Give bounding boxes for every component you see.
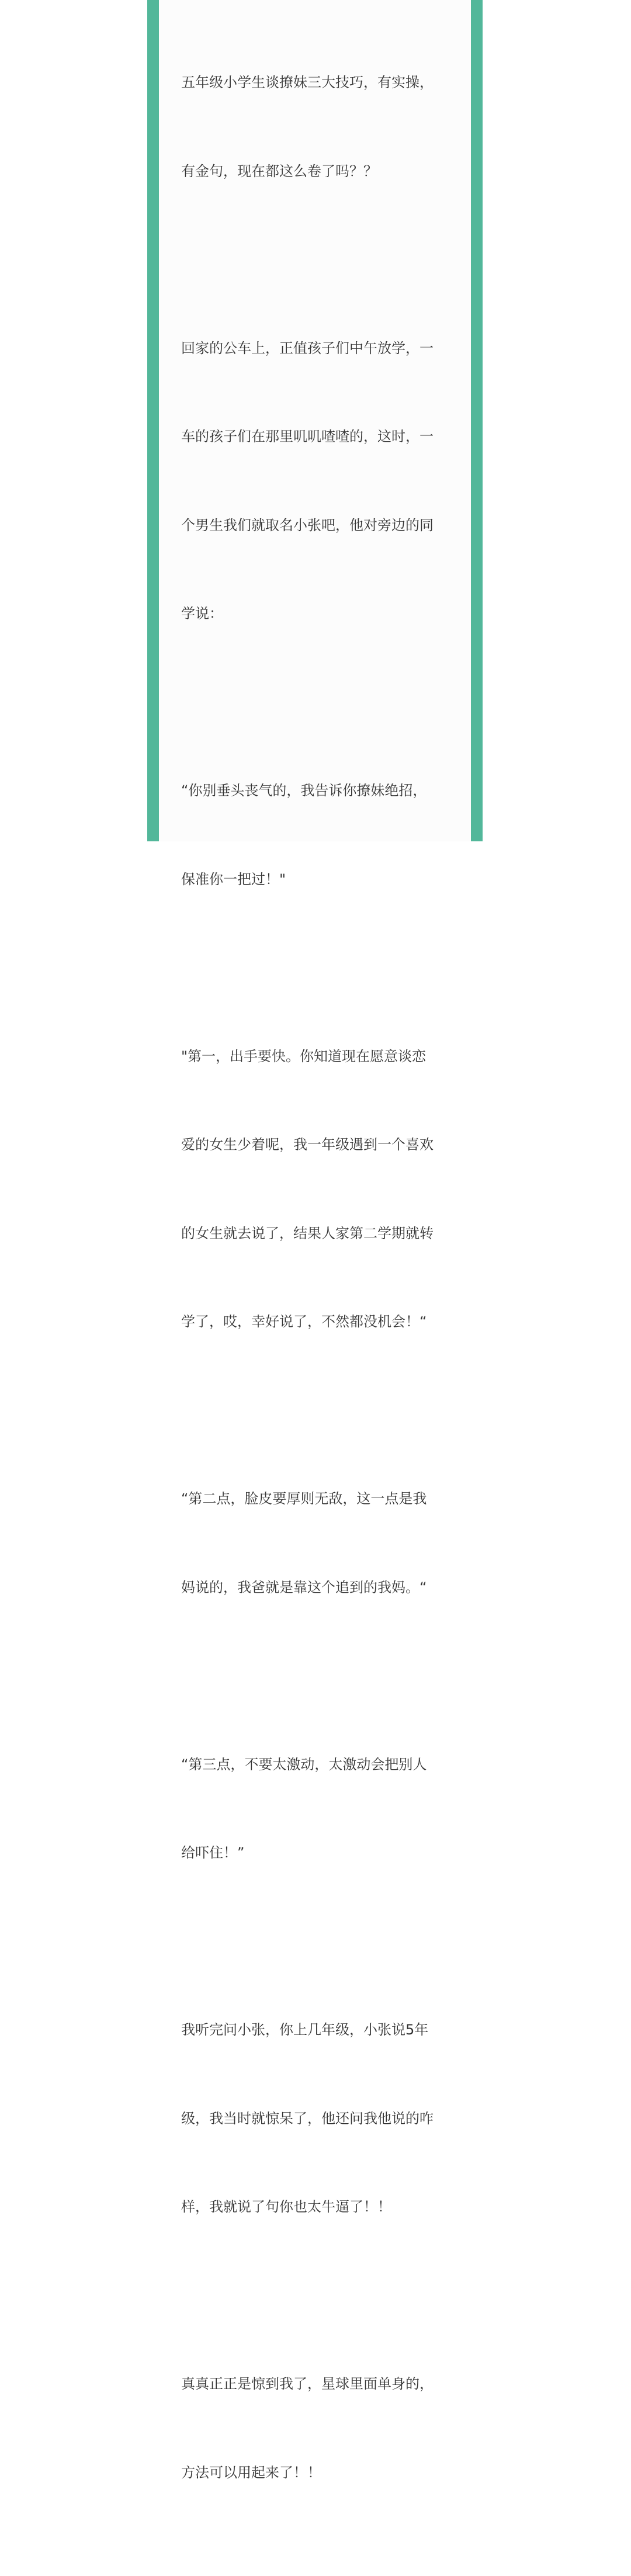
text-line: 方法可以用起来了！！ (181, 2464, 321, 2481)
text-line: “第三点，不要太激动，太激动会把别人 (181, 1756, 427, 1773)
text-line: “第二点，脸皮要厚则无敌，这一点是我 (181, 1490, 427, 1507)
paragraph-conclusion (181, 2310, 453, 2546)
text-line: 学说： (181, 605, 223, 622)
text-line: “你别垂头丧气的，我告诉你撩妹绝招， (181, 782, 427, 799)
text-line: 妈说的，我爸就是靠这个追到的我妈。“ (181, 1579, 427, 1596)
paragraph-tip-one (181, 983, 453, 1396)
paragraph-tip-two (181, 1425, 453, 1661)
text-line: 保准你一把过！" (181, 871, 286, 887)
text-line: 爱的女生少着呢，我一年级遇到一个喜欢 (181, 1136, 434, 1153)
text-line: 给吓住！” (181, 1845, 245, 1861)
text-line: 车的孩子们在那里叽叽喳喳的，这时，一 (181, 428, 434, 445)
right-green-border (471, 0, 483, 841)
text-line: 五年级小学生谈撩妹三大技巧，有实操， (181, 74, 434, 91)
text-line: "第一，出手要快。你知道现在愿意谈恋 (181, 1048, 427, 1065)
paragraph-bus-story (181, 275, 453, 688)
text-line: 的女生就去说了，结果人家第二学期就转 (181, 1225, 434, 1242)
text-line: 学了，哎，幸好说了，不然都没机会！“ (181, 1313, 427, 1330)
text-line: 有金句，现在都这么卷了吗？？ (181, 162, 377, 179)
article-content (181, 9, 453, 2576)
left-green-border (147, 0, 159, 841)
text-line: 真真正正是惊到我了，星球里面单身的， (181, 2376, 434, 2392)
paragraph-reaction (181, 1956, 453, 2281)
text-line: 回家的公车上，正值孩子们中午放学，一 (181, 339, 434, 356)
text-line: 个男生我们就取名小张吧，他对旁边的同 (181, 516, 434, 533)
text-card (159, 0, 471, 2481)
paragraph-quote-intro (181, 717, 453, 953)
text-line: 样，我就说了句你也太牛逼了！！ (181, 2199, 391, 2215)
text-line: 级，我当时就惊呆了，他还问我他说的咋 (181, 2110, 434, 2127)
paragraph-tip-three (181, 1691, 453, 1927)
text-line: 我听完问小张，你上几年级，小张说5年 (181, 2022, 429, 2038)
paragraph-title (181, 9, 453, 245)
